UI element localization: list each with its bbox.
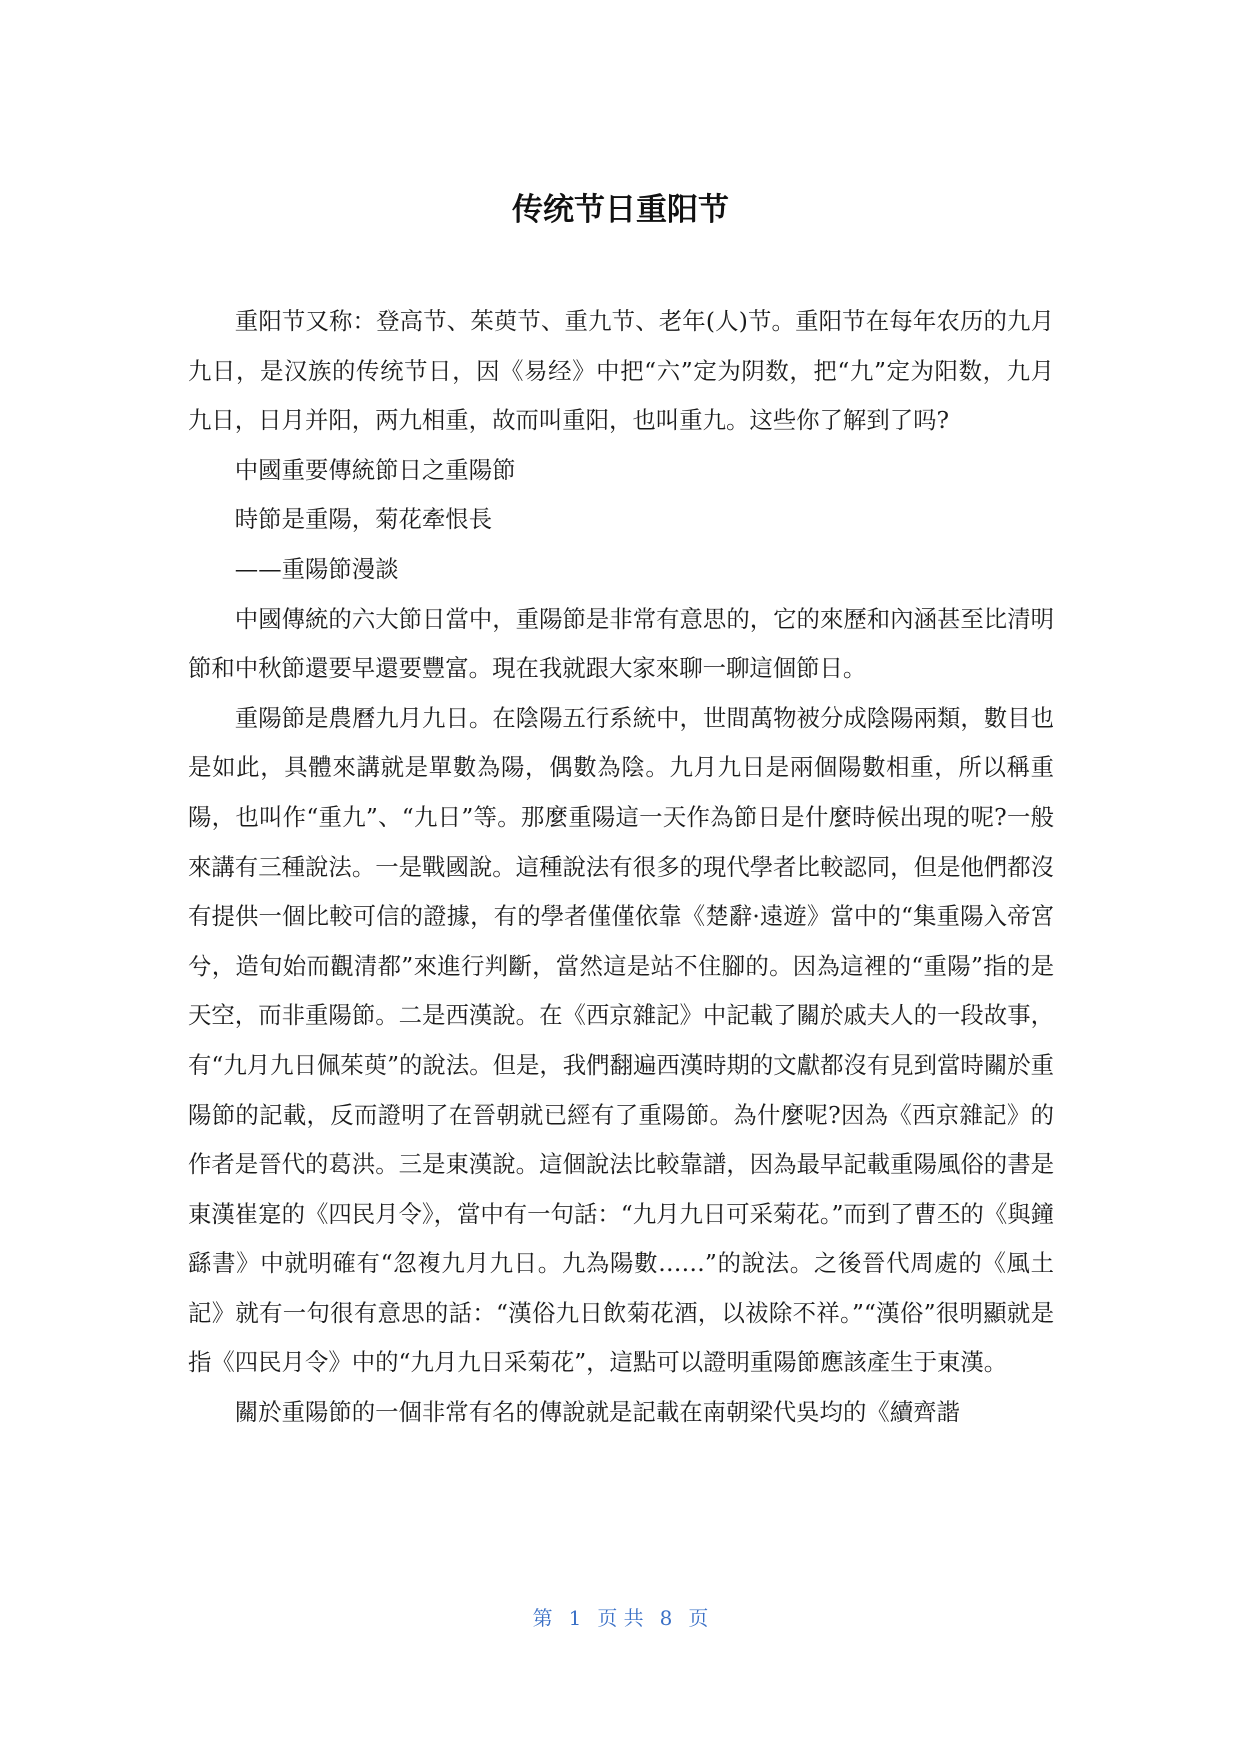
paragraph-subheading: 時節是重陽，菊花牽恨長 (234, 505, 493, 534)
paragraph-byline: ——重陽節漫談 (234, 554, 399, 583)
footer-middle: 页 共 (597, 1606, 644, 1630)
paragraph-legend: 關於重陽節的一個非常有名的傳說就是記載在南朝梁代吳均的《續齊諧 (234, 1398, 960, 1427)
footer-prefix: 第 (532, 1606, 553, 1630)
paragraph-heading: 中國重要傳統節日之重陽節 (234, 455, 516, 484)
paragraph-overview: 中國傳統的六大節日當中，重陽節是非常有意思的，它的來歷和內涵甚至比清明節和中秋節還要早還要豐富。現在我就跟大家來聊一聊這個節日。 (188, 604, 1054, 683)
page-footer (0, 1604, 1241, 1632)
document-body (188, 297, 1054, 1438)
page-title: 传统节日重阳节 (512, 192, 729, 228)
footer-current-page: 1 (568, 1606, 582, 1630)
footer-total-pages: 8 (659, 1606, 673, 1630)
paragraph-intro: 重阳节又称：登高节、茱萸节、重九节、老年(人)节。重阳节在每年农历的九月九日，是汉族的传统节日，因《易经》中把“六”定为阴数，把“九”定为阳数，九月九日，日月并阳，两九相重，故而叫重阳，也叫重九。这些你了解到了吗? (188, 307, 1054, 435)
footer-suffix: 页 (688, 1606, 709, 1630)
paragraph-origin: 重陽節是農曆九月九日。在陰陽五行系統中，世間萬物被分成陰陽兩類，數目也是如此，具體來講就是單數為陽，偶數為陰。九月九日是兩個陽數相重，所以稱重陽，也叫作“重九”、“九日”等。那麼重陽這一天作為節日是什麼時候出現的呢?一般來講有三種說法。一是戰國說。這種說法有很多的現代學者比較認同，但是他們都沒有提供一個比較可信的證據，有的學者僅僅依靠《楚辭·遠遊》當中的“集重陽入帝宮兮，造旬始而觀清都”來進行判斷，當然這是站不住腳的。因為這裡的“重陽”指的是天空，而非重陽節。二是西漢說。在《西京雜記》中記載了關於戚夫人的一段故事，有“九月九日佩茱萸”的說法。但是，我們翻遍西漢時期的文獻都沒有見到當時關於重陽節的記載，反而證明了在晉朝就已經有了重陽節。為什麼呢?因為《西京雜記》的作者是晉代的葛洪。三是東漢說。這個說法比較靠譜，因為最早記載重陽風俗的書是東漢崔寔的《四民月令》，當中有一句話：“九月九日可采菊花。”而到了曹丕的《與鐘繇書》中就明確有“忽複九月九日。九為陽數……”的說法。之後晉代周處的《風土記》就有一句很有意思的話：“漢俗九日飲菊花酒，以祓除不祥。”“漢俗”很明顯就是指《四民月令》中的“九月九日采菊花”，這點可以證明重陽節應該產生于東漢。 (188, 703, 1054, 1377)
